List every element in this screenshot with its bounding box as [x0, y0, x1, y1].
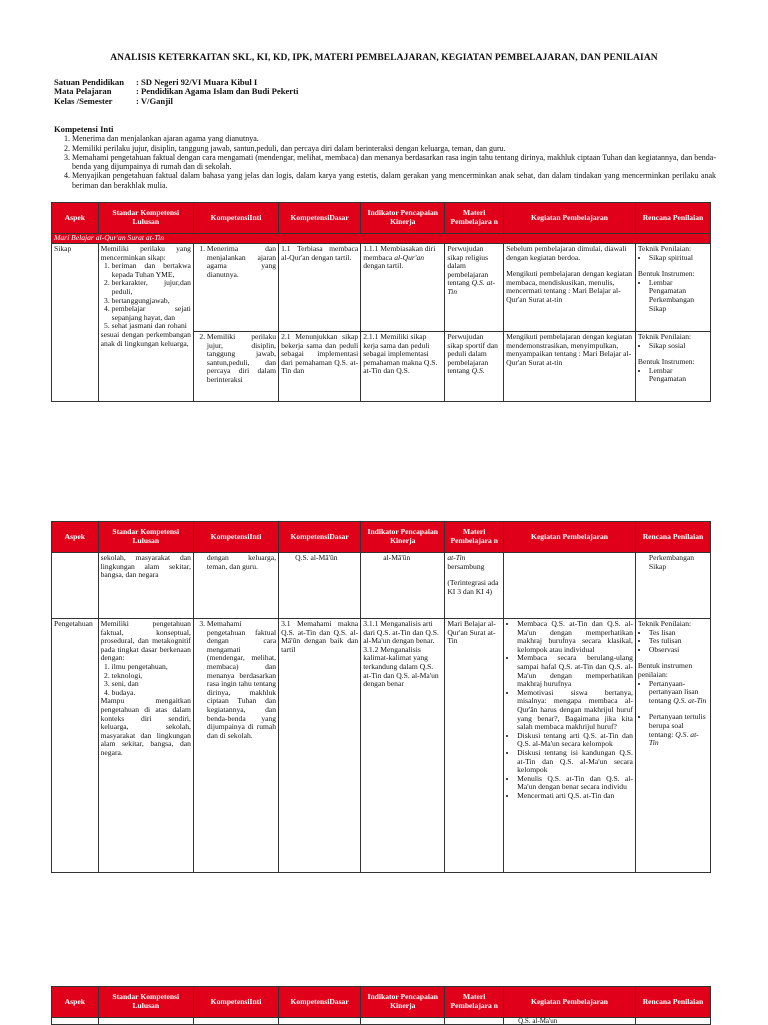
kd-cell — [279, 553, 361, 619]
materi-cell — [445, 332, 504, 402]
document-title: ANALISIS KETERKAITAN SKL, KI, KD, IPK, MATERI PEMBELAJARAN, KEGIATAN PEMBELAJARAN, DAN PENILAIAN — [110, 53, 658, 63]
rencana-italic: Q.S. at-Tin — [673, 695, 707, 705]
identity-value: : Pendidikan Agama Islam dan Budi Pekerti — [136, 86, 299, 97]
rencana-label: Teknik Penilaian: — [637, 619, 692, 628]
rencana-cell — [635, 332, 710, 402]
ipk-number: 3.1.1 — [363, 619, 379, 628]
skl-item: 2. teknologi, — [112, 672, 191, 681]
identity-label: Kelas /Semester — [54, 95, 113, 106]
kompetensi-inti-item: 3. Memahami pengetahuan faktual dengan cara mengamati (mendengar, melihat, membaca) dan menanya berdasarkan rasa ingin tahu tentang dirinya, makhluk ciptaan Tuhan dan kegiatannya, dan benda-benda yang dijumpainya di rumah dan di sekolah. — [72, 153, 716, 172]
skl-tail: sesuai dengan perkembangan anak di lingkungan keluarga, — [100, 329, 191, 348]
header-ipk: Indikator Pencapaian Kinerja — [361, 987, 445, 1018]
ki-cell — [193, 553, 278, 619]
ki-text: 3. Memahami pengetahuan faktual dengan cara mengamati (mendengar, melihat, membaca) dan menanya berdasarkan rasa ingin tahu tentang dirinya, makhluk ciptaan Tuhan dan kegiatannya, dan benda-benda yang dijumpainya di rumah dan di sekolah. — [207, 620, 276, 740]
skl-intro: Memiliki perilaku yang mencerminkan sikap: — [100, 245, 191, 262]
kd-text: Memahami makna Q.S. at-Tin dan Q.S. al-Mā'ūn dengan baik dan tartil — [281, 619, 359, 654]
table-row — [52, 244, 711, 332]
materi-text: Perwujudan sikap sportif dan peduli dalam pembelajaran tentang — [447, 333, 498, 376]
kd-cell — [279, 244, 361, 332]
ipk-number: 2.1.1 — [363, 333, 379, 341]
table-row — [52, 553, 711, 619]
ipk-number: 1.1.1 — [363, 244, 379, 253]
section-row — [52, 234, 711, 244]
identity-value: : SD Negeri 92/VI Muara Kibul I — [136, 77, 258, 87]
header-rencana: Rencana Penilaian — [635, 522, 710, 553]
ipk-cell — [361, 244, 445, 332]
kegiatan-item: • Membaca secara berulang-ulang sampai hafal Q.S. at-Tin dan Q.S. al-Ma'un dengan memperhatikan makhraj hurufnya — [517, 654, 633, 688]
analysis-table-2 — [51, 521, 711, 873]
ki-cell — [193, 244, 278, 332]
ki-cell — [193, 619, 278, 873]
skl-cell — [98, 619, 193, 873]
header-rencana: Rencana Penilaian — [635, 987, 710, 1018]
rencana-item: • Observasi — [649, 646, 708, 655]
header-rencana: Rencana Penilaian — [635, 203, 710, 234]
kompetensi-inti-item: 4. Menyajikan pengetahuan faktual dalam bahasa yang jelas dan logis, dalam karya yang estetis, dalam gerakan yang mencerminkan anak sehat, dan dalam tindakan yang mencerminkan perilaku anak beriman dan berakhlak mulia. — [72, 171, 716, 190]
kd-number: 3.1 — [281, 619, 291, 628]
rencana-item: • Tes tulisan — [649, 637, 708, 646]
kegiatan-item: • Mencermati arti Q.S. at-Tin dan — [517, 792, 633, 801]
ipk-cell — [361, 332, 445, 402]
kegiatan-item: • Diskusi tentang arti Q.S. at-Tin dan Q.S. al-Ma'un secara kelompok — [517, 732, 633, 749]
materi-cell — [445, 244, 504, 332]
ipk-italic: al-Qur'an — [394, 252, 425, 262]
header-ki: KompetensiInti — [193, 522, 278, 553]
ki-cell — [193, 332, 278, 402]
skl-item: 5. sehat jasmani dan rohani — [112, 322, 191, 331]
rencana-text: Pertanyaan tertulis berupa soal tentang: — [648, 712, 706, 739]
header-aspek: Aspek — [52, 522, 99, 553]
kd-text: Menunjukkan sikap bekerja sama dan peduli sebagai implementasi dari pemahaman Q.S. at-Tin dan — [281, 333, 359, 376]
header-aspek: Aspek — [52, 203, 99, 234]
header-kd: KompetensiDasar — [279, 203, 361, 234]
aspek-cell: Pengetahuan — [52, 619, 99, 873]
aspek-cell — [52, 553, 99, 619]
rencana-item — [649, 713, 708, 747]
rencana-cell — [635, 619, 710, 873]
analysis-table-3 — [51, 986, 711, 1025]
kompetensi-inti-item: 1. Menerima dan menjalankan ajaran agama yang dianutnya. — [72, 134, 716, 143]
identity-label: Mata Pelajaran — [54, 86, 112, 97]
table-row — [52, 619, 711, 873]
skl-item: 3. seni, dan — [112, 680, 191, 689]
materi-italic: Q.S. — [471, 366, 485, 376]
rencana-item: • Sikap sosial — [649, 342, 708, 351]
kd-number: 2.1 — [281, 333, 291, 341]
kompetensi-inti-section — [54, 125, 716, 190]
identity-value: : V/Ganjil — [136, 95, 173, 106]
ki-text: dengan keluarga, teman, dan guru. — [206, 553, 277, 571]
ipk-text: Membiasakan diri membaca — [363, 244, 436, 262]
ipk-cell — [361, 619, 445, 873]
rencana-label: Bentuk Instrumen: — [637, 269, 695, 279]
ipk-text: Menganalisis kalimat-kalimat yang terkandung dalam Q.S. at-Tin dan Q.S. al-Ma'un dengan benar — [363, 644, 439, 689]
kd-cell — [279, 619, 361, 873]
rencana-text: Perkembangan Sikap — [648, 553, 695, 571]
ipk-text: dengan tartil. — [363, 261, 404, 271]
skl-item: 1. beriman dan bertakwa kepada Tuhan YME, — [112, 262, 191, 279]
materi-cell — [445, 553, 504, 619]
header-ipk: Indikator Pencapaian Kinerja — [361, 203, 445, 234]
kd-number: 1.1 — [281, 244, 291, 253]
kompetensi-inti-item: 2. Memiliki perilaku jujur, disiplin, tanggung jawab, santun,peduli, dan percaya diri dalam berinteraksi dengan keluarga, teman, dan guru. — [72, 144, 716, 153]
rencana-label: Bentuk Instrumen: — [637, 357, 695, 367]
skl-cell — [98, 244, 193, 402]
kd-text: Q.S. al-Mā'ūn — [295, 553, 338, 562]
rencana-item: • Sikap spiritual — [649, 254, 708, 263]
header-kegiatan: Kegiatan Pembelajaran — [504, 522, 636, 553]
kegiatan-text: Mengikuti pembelajaran dengan kegiatan mendemonstrasikan, menyimpulkan, menyampaikan tentang : Mari Belajar al-Qur'an Surat at-tin — [506, 332, 633, 367]
skl-tail: Mampu mengaitkan pengetahuan di atas dalam konteks diri sendiri, keluarga, sekolah, masyarakat dan lingkungan alam sekitar, bangsa, dan negara. — [100, 696, 191, 757]
kegiatan-peek: Q.S. al-Ma'un — [504, 1018, 636, 1025]
table-header-row — [52, 987, 711, 1018]
rencana-item — [649, 680, 708, 706]
header-ipk: Indikator Pencapaian Kinerja — [361, 522, 445, 553]
kegiatan-cell — [504, 553, 636, 619]
kegiatan-item: • Membaca Q.S. at-Tin dan Q.S. al-Ma'un dengan memperhatikan makhraj hurufnya secara klasikal, kelompok atau individual — [517, 620, 633, 654]
identity-label: Satuan Pendidikan — [54, 77, 124, 87]
materi-text: Perwujudan sikap religius dalam pembelajaran tentang — [447, 244, 489, 288]
rencana-item: • Lembar Pengamatan Perkembangan Sikap — [649, 279, 708, 313]
kegiatan-text: Mengikuti pembelajaran dengan kegiatan membaca, mendiskusikan, menulis, mencermati tentang : Mari Belajar al-Qur'an Surat at-tin — [506, 269, 633, 304]
rencana-item: • Lembar Pengamatan — [649, 367, 708, 384]
header-kd: KompetensiDasar — [279, 987, 361, 1018]
header-ki: KompetensiInti — [193, 987, 278, 1018]
table-row — [52, 1018, 711, 1025]
rencana-cell — [635, 244, 710, 332]
kegiatan-cell — [504, 244, 636, 332]
kegiatan-item: • Diskusi tentang isi kandungan Q.S. at-Tin dan Q.S. al-Ma'un secara kelompok — [517, 749, 633, 775]
skl-cell: sekolah, masyarakat dan lingkungan alam sekitar, bangsa, dan negara — [98, 553, 193, 619]
header-materi: Materi Pembelajara n — [445, 987, 504, 1018]
header-kegiatan: Kegiatan Pembelajaran — [504, 987, 636, 1018]
header-aspek: Aspek — [52, 987, 99, 1018]
kegiatan-cell — [504, 619, 636, 873]
identity-table — [54, 78, 298, 106]
rencana-text: Pertanyaan-pertanyaan lisan tentang — [648, 678, 699, 705]
rencana-label: Teknik Penilaian: — [637, 333, 692, 341]
ki-text: 1. Menerima dan menjalankan ajaran agama yang dianutnya. — [207, 245, 276, 279]
skl-item: 2. berkarakter, jujur,dan peduli, — [112, 279, 191, 296]
analysis-table-1 — [51, 202, 711, 402]
kegiatan-text: Sebelum pembelajaran dimulai, diawali dengan kegiatan berdoa. — [506, 244, 627, 262]
header-skl: Standar Kompetensi Lulusan — [98, 522, 193, 553]
header-kegiatan: Kegiatan Pembelajaran — [504, 203, 636, 234]
header-skl: Standar Kompetensi Lulusan — [98, 203, 193, 234]
header-skl: Standar Kompetensi Lulusan — [98, 987, 193, 1018]
header-materi: Materi Pembelajara n — [445, 203, 504, 234]
kegiatan-item: • Menulis Q.S. at-Tin dan Q.S. al-Ma'un dengan benar secara individu — [517, 775, 633, 792]
table-header-row — [52, 203, 711, 234]
ipk-cell — [361, 553, 445, 619]
materi-note: (Terintegrasi ada KI 3 dan KI 4) — [447, 578, 499, 596]
header-materi: Materi Pembelajara n — [445, 522, 504, 553]
ki-text: 2. Memiliki perilaku jujur, disiplin, tanggung jawab, santun,peduli, dan percaya diri dalam berinteraksi — [207, 333, 276, 385]
materi-italic: Q.S. at-Tin — [447, 278, 496, 296]
kegiatan-cell — [504, 332, 636, 402]
ipk-text: Memiliki sikap kerja sama dan peduli sebagai implementasi pemahaman makna Q.S. at-Tin dan Q.S. — [363, 333, 438, 376]
section-label: Mari Belajar al-Qur'an Surat at-Tin — [52, 234, 711, 244]
kegiatan-item: • Memotivasi siswa bertanya, misalnya: mengapa membaca al-Qur'ān harus dengan makhrijul huruf yang benar?, Bagaimana jika kita salah membaca makhrijul huruf? — [517, 689, 633, 732]
rencana-italic: Q.S. at-Tin — [648, 729, 699, 748]
kompetensi-inti-heading: Kompetensi Inti — [54, 124, 114, 134]
header-ki: KompetensiInti — [193, 203, 278, 234]
aspek-cell: Sikap — [52, 244, 99, 402]
rencana-label: Bentuk instrumen penilaian: — [637, 661, 693, 679]
skl-item: 4. pembelajar sejati sepanjang hayat, dan — [112, 305, 191, 322]
skl-item: 1. ilmu pengetahuan, — [112, 663, 191, 672]
skl-intro: Memiliki pengetahuan faktual, konseptual, prosedural, dan metakognitif pada tingkat dasar berkenaan dengan: — [100, 619, 191, 663]
ipk-number: 3.1.2 — [363, 644, 379, 654]
rencana-item: • Tes lisan — [649, 629, 708, 638]
materi-italic: at-Tin — [447, 553, 466, 562]
rencana-label: Teknik Penilaian: — [637, 244, 692, 253]
materi-text: bersambung — [447, 561, 485, 571]
skl-item: 3. bertanggungjawab, — [112, 297, 191, 306]
ipk-text: al-Mā'ūn — [383, 553, 411, 562]
kompetensi-inti-list — [54, 134, 716, 190]
skl-item: 4. budaya. — [112, 689, 191, 698]
header-kd: KompetensiDasar — [279, 522, 361, 553]
rencana-cell — [635, 553, 710, 619]
kd-text: Terbiasa membaca al-Qur'an dengan tartil. — [281, 244, 359, 262]
kd-cell — [279, 332, 361, 402]
table-header-row — [52, 522, 711, 553]
materi-cell: Mari Belajar al-Qur'an Surat at-Tin — [445, 619, 504, 873]
ipk-text: Menganalisis arti dari Q.S. at-Tin dan Q.S. al-Ma'un dengan benar. — [363, 619, 439, 646]
